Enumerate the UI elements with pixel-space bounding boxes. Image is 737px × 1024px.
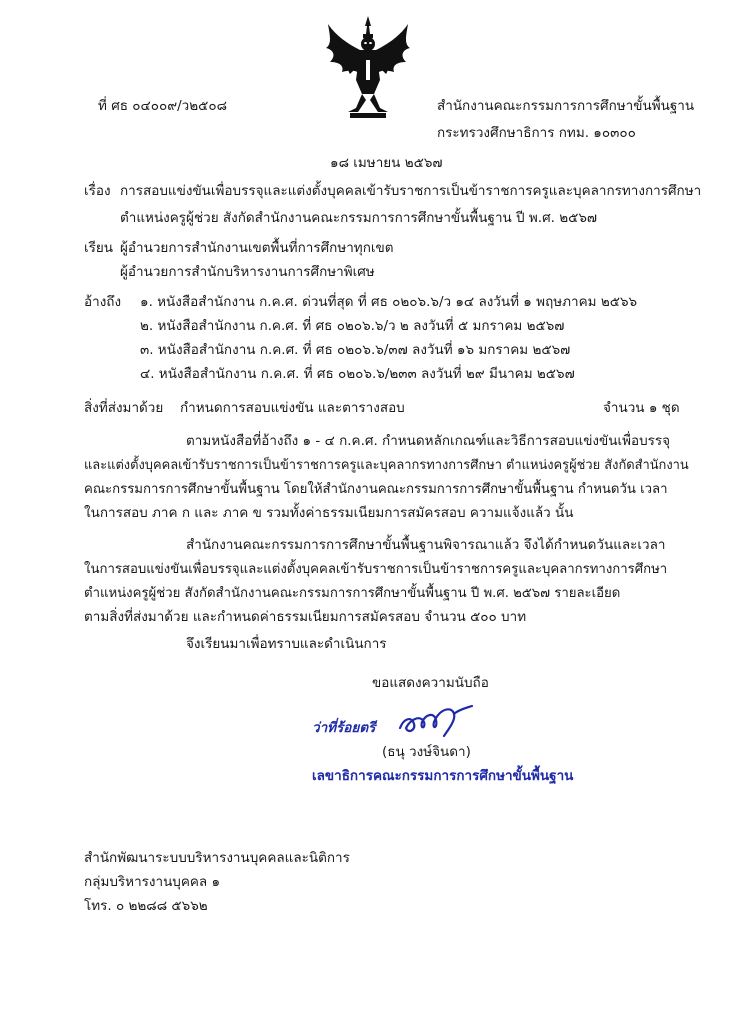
paragraph-line: ในการสอบ ภาค ก และ ภาค ข รวมทั้งค่าธรรมเนียมการสมัครสอบ ความแจ้งแล้ว นั้น (84, 505, 574, 521)
signer-name: (ธนุ วงษ์จินดา) (382, 744, 471, 760)
reference-item: ๒. หนังสือสำนักงาน ก.ค.ศ. ที่ ศธ ๐๒๐๖.๖/ว ๒ ลงวันที่ ๕ มกราคม ๒๕๖๗ (140, 318, 565, 334)
garuda-emblem-icon (322, 14, 414, 120)
paragraph-line: ในการสอบแข่งขันเพื่อบรรจุและแต่งตั้งบุคคลเข้ารับราชการเป็นข้าราชการครูและบุคลากรทางการศึกษา (84, 562, 668, 577)
reference-item: ๑. หนังสือสำนักงาน ก.ค.ศ. ด่วนที่สุด ที่ ศธ ๐๒๐๖.๖/ว ๑๔ ลงวันที่ ๑ พฤษภาคม ๒๕๖๖ (140, 294, 638, 310)
signer-rank: ว่าที่ร้อยตรี (312, 720, 376, 736)
paragraph-line: และแต่งตั้งบุคคลเข้ารับราชการเป็นข้าราชการครูและบุคลากรทางการศึกษา ตำแหน่งครูผู้ช่วย สังกัดสำนักงาน (84, 458, 689, 473)
footer-group: กลุ่มบริหารงานบุคคล ๑ (84, 874, 221, 890)
enclosure-quantity: จำนวน ๑ ชุด (603, 400, 680, 416)
closing-request: จึงเรียนมาเพื่อทราบและดำเนินการ (186, 636, 387, 652)
footer-office: สำนักพัฒนาระบบบริหารงานบุคคลและนิติการ (84, 850, 350, 866)
paragraph-line: สำนักงานคณะกรรมการการศึกษาขั้นพื้นฐานพิจารณาแล้ว จึงได้กำหนดวันและเวลา (186, 537, 666, 553)
agency-name: สำนักงานคณะกรรมการการศึกษาขั้นพื้นฐาน (437, 98, 695, 114)
reference-item: ๔. หนังสือสำนักงาน ก.ค.ศ. ที่ ศธ ๐๒๐๖.๖/๒๓๓ ลงวันที่ ๒๙ มีนาคม ๒๕๖๗ (140, 366, 575, 382)
subject-label: เรื่อง (84, 183, 111, 199)
handwritten-signature (396, 700, 476, 740)
footer-phone: โทร. ๐ ๒๒๘๘ ๕๖๖๒ (84, 898, 208, 914)
document-number: ที่ ศธ ๐๔๐๐๙/ว๒๕๐๘ (98, 98, 228, 114)
subject-line-1: การสอบแข่งขันเพื่อบรรจุและแต่งตั้งบุคคลเข้ารับราชการเป็นข้าราชการครูและบุคลากรทางการศึกษา (120, 183, 702, 199)
reference-item: ๓. หนังสือสำนักงาน ก.ค.ศ. ที่ ศธ ๐๒๐๖.๖/๓๗ ลงวันที่ ๑๖ มกราคม ๒๕๖๗ (140, 342, 571, 358)
closing-salutation: ขอแสดงความนับถือ (372, 675, 489, 691)
paragraph-line: คณะกรรมการการศึกษาขั้นพื้นฐาน โดยให้สำนักงานคณะกรรมการการศึกษาขั้นพื้นฐาน กำหนดวัน เวลา (84, 482, 668, 497)
paragraph-line: ตำแหน่งครูผู้ช่วย สังกัดสำนักงานคณะกรรมการการศึกษาขั้นพื้นฐาน ปี พ.ศ. ๒๕๖๗ รายละเอียด (84, 586, 621, 601)
paragraph-line: ตามสิ่งที่ส่งมาด้วย และกำหนดค่าธรรมเนียมการสมัครสอบ จำนวน ๕๐๐ บาท (84, 609, 527, 625)
subject-line-2: ตำแหน่งครูผู้ช่วย สังกัดสำนักงานคณะกรรมการการศึกษาขั้นพื้นฐาน ปี พ.ศ. ๒๕๖๗ (120, 210, 598, 226)
enclosure-label: สิ่งที่ส่งมาด้วย (84, 400, 164, 416)
reference-label: อ้างถึง (84, 294, 122, 310)
signer-title: เลขาธิการคณะกรรมการการศึกษาขั้นพื้นฐาน (312, 768, 574, 784)
letter-date: ๑๘ เมษายน ๒๕๖๗ (330, 155, 443, 171)
recipient-line-2: ผู้อำนวยการสำนักบริหารงานการศึกษาพิเศษ (120, 264, 375, 280)
agency-address: กระทรวงศึกษาธิการ กทม. ๑๐๓๐๐ (437, 125, 636, 141)
paragraph-line: ตามหนังสือที่อ้างถึง ๑ - ๔ ก.ค.ศ. กำหนดหลักเกณฑ์และวิธีการสอบแข่งขันเพื่อบรรจุ (186, 433, 671, 449)
recipient-label: เรียน (84, 240, 114, 256)
enclosure-text: กำหนดการสอบแข่งขัน และตารางสอบ (180, 400, 405, 416)
recipient-line-1: ผู้อำนวยการสำนักงานเขตพื้นที่การศึกษาทุกเขต (120, 240, 394, 256)
